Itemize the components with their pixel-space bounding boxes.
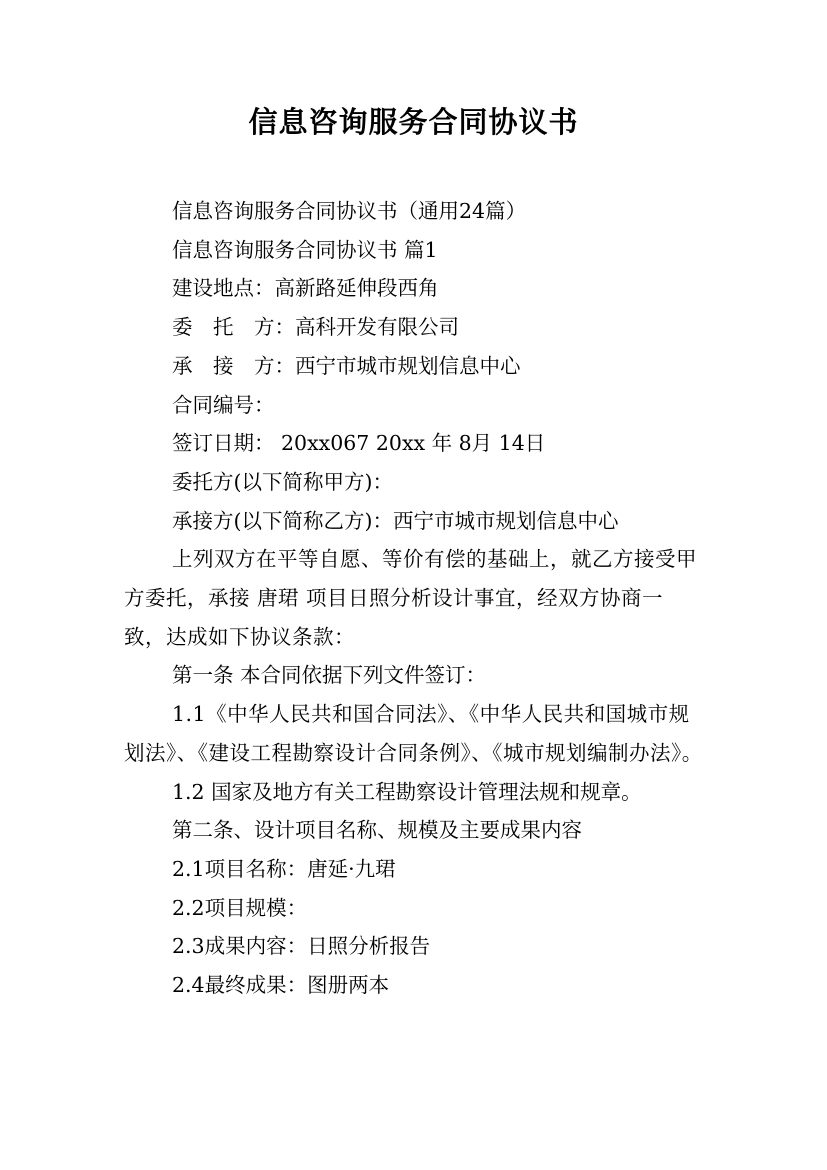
paragraph-article-1: 第一条 本合同依据下列文件签订： (172, 663, 487, 688)
paragraph-signing-date: 签订日期： 20xx067 20xx 年 8月 14日 (172, 431, 546, 456)
paragraph-contract-number: 合同编号： (172, 392, 275, 417)
paragraph-agreement-intro: 上列双方在平等自愿、等价有偿的基础上，就乙方接受甲方委托，承接 唐珺 项目日照分析设计事宜，经双方协商一致，达成如下协议条款： (124, 547, 697, 649)
paragraph-heading-part1: 信息咨询服务合同协议书 篇1 (172, 237, 438, 262)
paragraph-clause-1-1: 1.1《中华人民共和国合同法》、《中华人民共和国城市规划法》、《建设工程勘察设计合同条例》、《城市规划编制办法》。 (124, 702, 703, 765)
document-body (124, 192, 704, 1005)
paragraph-clause-2-1: 2.1项目名称：唐延·九珺 (172, 856, 396, 881)
paragraph-article-2: 第二条、设计项目名称、规模及主要成果内容 (172, 818, 582, 843)
paragraph-clause-2-2: 2.2项目规模： (172, 895, 308, 920)
paragraph-clause-1-2: 1.2 国家及地方有关工程勘察设计管理法规和规章。 (172, 779, 642, 804)
paragraph-contractor: 承 接 方：西宁市城市规划信息中心 (172, 353, 521, 378)
paragraph-party-a: 委托方(以下简称甲方)： (172, 469, 393, 494)
paragraph-party-b: 承接方(以下简称乙方)：西宁市城市规划信息中心 (172, 508, 619, 533)
paragraph-construction-site: 建设地点：高新路延伸段西角 (172, 276, 439, 301)
paragraph-clause-2-3: 2.3成果内容：日照分析报告 (172, 934, 431, 959)
paragraph-clause-2-4: 2.4最终成果：图册两本 (172, 973, 390, 998)
document-title: 信息咨询服务合同协议书 (248, 105, 579, 139)
paragraph-client: 委 托 方：高科开发有限公司 (172, 315, 459, 340)
paragraph-heading-general: 信息咨询服务合同协议书（通用24篇） (172, 199, 527, 223)
